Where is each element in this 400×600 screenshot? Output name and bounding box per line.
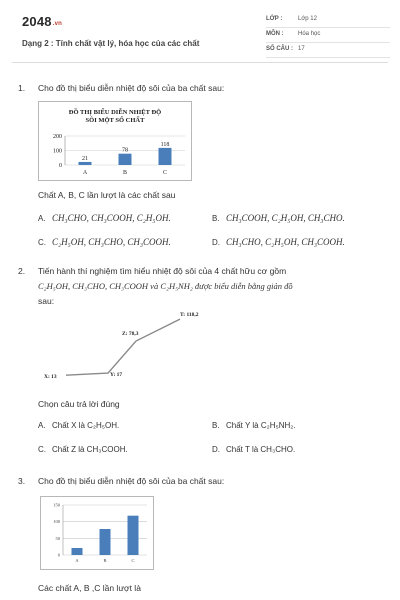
option-text: Chất X là C₂H₅OH.	[52, 421, 120, 430]
meta-count-key: SỐ CÂU :	[266, 46, 293, 52]
bar	[159, 148, 172, 165]
option-text: CH₃CHO, CH₃COOH, C₂H₅OH.	[52, 213, 171, 223]
data-label: 21	[82, 155, 88, 162]
option-letter: D.	[212, 238, 220, 247]
option-text: Chất Z là CH₃COOH.	[52, 445, 128, 454]
meta-count-row	[266, 46, 390, 58]
y-tick-label: 100	[53, 519, 60, 525]
y-tick-label: 150	[53, 502, 60, 508]
y-tick-label: 200	[53, 134, 62, 140]
point-label: T: 118,2	[180, 312, 199, 319]
bar	[119, 154, 132, 165]
meta-count-value: 17	[298, 46, 305, 52]
bar	[100, 529, 111, 555]
data-label: 118	[160, 141, 170, 148]
q2-option-b[interactable]	[212, 421, 296, 430]
point-label: Z: 78,3	[122, 331, 139, 338]
bar	[79, 162, 92, 165]
question-number: 2.	[18, 266, 26, 276]
q2-prompt: Chọn câu trả lời đúng	[38, 399, 120, 409]
worksheet-header	[12, 6, 388, 63]
point-label: Y: 17	[110, 372, 123, 379]
option-letter: C.	[38, 445, 46, 454]
x-tick-label: C	[162, 170, 168, 176]
q1-chart-svg	[39, 102, 191, 180]
q1-option-a[interactable]	[38, 213, 171, 223]
question-text: Cho đồ thị biểu diễn nhiệt độ sôi của ba chất sau:	[38, 83, 225, 93]
question-text: Tiến hành thí nghiệm tìm hiểu nhiệt độ sôi của 4 chất hữu cơ gồm	[38, 266, 287, 276]
q1-option-d[interactable]	[212, 237, 345, 247]
question-number: 3.	[18, 476, 26, 486]
x-tick-label: B	[122, 170, 128, 176]
data-label: 78	[122, 147, 128, 154]
q2-option-d[interactable]	[212, 445, 295, 454]
option-letter: D.	[212, 445, 220, 454]
q1-bar-chart	[38, 101, 192, 181]
meta-class-value: Lớp 12	[298, 16, 317, 22]
x-tick-label: B	[103, 558, 107, 563]
q2-option-a[interactable]	[38, 421, 119, 430]
x-tick-label: C	[131, 558, 135, 563]
chart-title-line1: ĐỒ THỊ BIỂU DIỄN NHIỆT ĐỘ	[68, 109, 162, 116]
option-letter: A.	[38, 214, 46, 223]
meta-subject-row	[266, 31, 390, 43]
q3-prompt: Các chất A, B ,C lần lượt là	[38, 583, 141, 593]
logo-text: 2048	[22, 14, 52, 29]
chart-title-line2: SÔI MỘT SỐ CHẤT	[85, 117, 145, 124]
meta-class-key: LỚP :	[266, 16, 283, 22]
point-label: X: 13	[44, 374, 57, 381]
q1-option-b[interactable]	[212, 213, 345, 223]
q2-line-chart	[38, 308, 238, 392]
logo-domain: .vn	[52, 21, 63, 27]
q2-option-c[interactable]	[38, 445, 128, 454]
meta-subject-key: MÔN :	[266, 31, 284, 37]
y-tick-label: 50	[55, 535, 60, 541]
option-text: CH₃COOH, C₂H₅OH, CH₃CHO.	[226, 213, 345, 223]
option-text: Chất Y là C₂H₅NH₂.	[226, 421, 296, 430]
y-tick-label: 0	[57, 552, 60, 558]
site-logo[interactable]	[22, 14, 62, 29]
q3-chart-svg	[41, 497, 153, 569]
option-text: C₂H₅OH, CH₃CHO, CH₃COOH.	[52, 237, 171, 247]
meta-class-row	[266, 16, 390, 28]
q3-bar-chart	[40, 496, 154, 570]
option-letter: B.	[212, 214, 220, 223]
y-tick-label: 0	[59, 163, 62, 169]
question-text: Cho đồ thị biểu diễn nhiệt độ sôi của ba chất sau:	[38, 476, 225, 486]
option-letter: B.	[212, 421, 220, 430]
option-text: CH₃CHO, C₂H₅OH, CH₃COOH.	[226, 237, 345, 247]
x-tick-label: A	[82, 170, 88, 176]
option-letter: A.	[38, 421, 46, 430]
y-tick-label: 100	[53, 148, 62, 155]
bar	[128, 516, 139, 555]
q1-option-c[interactable]	[38, 237, 171, 247]
q1-prompt: Chất A, B, C lần lượt là các chất sau	[38, 190, 176, 200]
question-2-continued: sau:	[38, 296, 55, 306]
meta-subject-value: Hóa học	[298, 31, 321, 37]
question-number: 1.	[18, 83, 26, 93]
question-2-formulas: C₂H₅OH, CH₃CHO, CH₃COOH và C₂H₅NH₂ được biểu diễn bằng giản đồ	[38, 281, 293, 291]
worksheet-title: Dạng 2 : Tính chất vật lý, hóa học của các chất	[22, 39, 200, 48]
bar	[72, 548, 83, 555]
series-line	[66, 319, 180, 375]
x-tick-label: A	[75, 558, 79, 563]
option-letter: C.	[38, 238, 46, 247]
option-text: Chất T là CH₃CHO.	[226, 445, 296, 454]
